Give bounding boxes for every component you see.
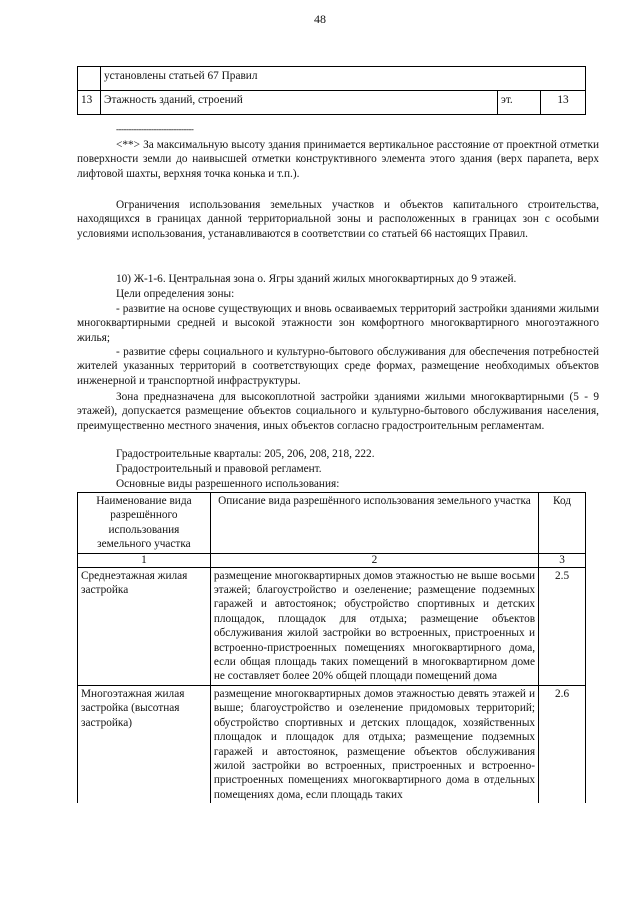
table-row: [78, 67, 586, 91]
continued-text-cell: установлены статьей 67 Правил: [101, 67, 586, 91]
restrictions-paragraph: Ограничения использования земельных участков и объектов капитального строительства, находящихся в границах данной территориальной зоны и расположенных в границах зон с особыми условиями использования, устанавливаются в соответствии со статьей 66 настоящих Правил.: [77, 199, 599, 240]
unit-cell: эт.: [498, 91, 541, 115]
use-code-cell: 2.6: [539, 685, 586, 803]
table-header-row: [78, 493, 586, 554]
permitted-uses-table: [77, 492, 586, 803]
table-row: [78, 685, 586, 803]
use-code-cell: 2.5: [539, 567, 586, 685]
parameters-table-continued: [77, 66, 586, 115]
quarters-line: Градостроительные кварталы: 205, 206, 208, 218, 222.: [116, 448, 375, 460]
column-number: 3: [539, 553, 586, 567]
table-row: [78, 91, 586, 115]
column-number: 2: [210, 553, 538, 567]
row-number-cell: 13: [78, 91, 101, 115]
goal-item-1: - развитие на основе существующих и вновь осваиваемых территорий застройки зданиями жилыми многоквартирными средней и высокой этажности зон комфортного многоквартирного многоэтажного жилья;: [77, 303, 599, 344]
footnote-text: <**> За максимальную высоту здания принимается вертикальное расстояние от проектной отметки поверхности земли до наивысшей отметки конструктивного элемента этого здания (верх парапета, верх лифтовой шахты, верхняя точка конька и т.п.).: [77, 139, 599, 180]
header-use-description: Описание вида разрешённого использования земельного участка: [210, 493, 538, 554]
use-description-cell: размещение многоквартирных домов этажностью девять этажей и выше; благоустройство и озеленение придомовых территорий; обустройство спортивных и детских площадок, хозяйственных площадок и площадок для отдыха; размещение подземных гаражей и автостоянок, размещение объектов обслуживания жилой застройки во встроенных, пристроенных и встроенно-пристроенных помещениях многоквартирного дома в отдельных помещениях дома, если площадь таких: [210, 685, 538, 803]
use-name-cell: Многоэтажная жилая застройка (высотная застройка): [78, 685, 211, 803]
main-uses-heading: Основные виды разрешенного использования:: [116, 478, 340, 490]
zone-title: 10) Ж-1-6. Центральная зона о. Ягры зданий жилых многоквартирных до 9 этажей.: [116, 273, 517, 285]
regulation-line: Градостроительный и правовой регламент.: [116, 463, 322, 475]
column-numbers-row: [78, 553, 586, 567]
row-number-cell: [78, 67, 101, 91]
header-code: Код: [539, 493, 586, 554]
footnote-separator: -------------------------------: [116, 124, 194, 134]
goal-item-2: - развитие сферы социального и культурно-бытового обслуживания для обеспечения потребностей жителей указанных территорий в соответствующих среде формах, размещение необходимых объектов инженерной и транспортной инфраструктуры.: [77, 346, 599, 387]
use-name-cell: Среднеэтажная жилая застройка: [78, 567, 211, 685]
value-cell: 13: [541, 91, 586, 115]
use-description-cell: размещение многоквартирных домов этажностью не выше восьми этажей; благоустройство и озеленение; размещение подземных гаражей и автостоянок; обустройство спортивных и детских площадок, площадок для отдыха; размещение объектов обслуживания жилой застройки во встроенных, пристроенных и встроенно-пристроенных помещениях многоквартирного дома, если общая площадь таких помещений в многоквартирном доме не составляет более 20% общей площади помещений дома: [210, 567, 538, 685]
parameter-name-cell: Этажность зданий, строений: [101, 91, 498, 115]
page-number: 48: [314, 12, 326, 26]
column-number: 1: [78, 553, 211, 567]
table-row: [78, 567, 586, 685]
goals-heading: Цели определения зоны:: [116, 288, 235, 300]
header-use-name: Наименование вида разрешённого использования земельного участка: [78, 493, 211, 554]
zone-purpose-paragraph: Зона предназначена для высокоплотной застройки зданиями жилыми многоквартирными (5 - 9 этажей), допускается размещение объектов социального и культурно-бытового обслуживания населения, преимущественно местного значения, иных объектов согласно градостроительным регламентам.: [77, 391, 599, 432]
